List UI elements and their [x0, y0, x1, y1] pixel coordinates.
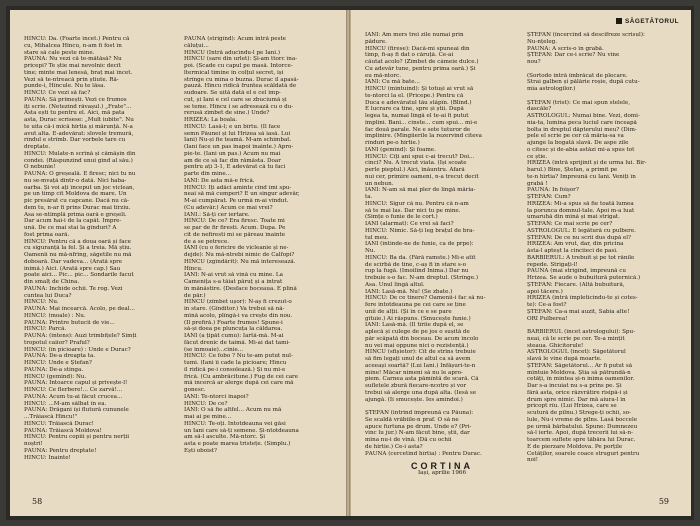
text-line: dejde): Nu mă-ntrebi nimic de Calfopi? [184, 252, 295, 258]
text-line: PĂUNA: Nu vezi că te-mătăsă? Nu [24, 56, 122, 63]
page-number-right: 59 [658, 497, 669, 506]
text-line: (Iani face un pas înapoi înainte.) Apro- [184, 144, 294, 150]
text-line: să-și doea pe pluncuța la căldarea. [184, 326, 283, 333]
text-line: am să-l asculte. Mă-ntorc. Și [184, 434, 266, 441]
text-line: o citesc și de-abia astăzi mi-a spus tot [527, 146, 635, 153]
text-line: HINCU: Da. (Foarte încet.) Pentru că [24, 36, 130, 42]
text-line: HINCU (zîmbet ușor): N-aș fi crezut-o [184, 299, 292, 306]
text-line: să fim legați unul de altul ca să avem [365, 356, 471, 362]
text-line: împlinire. (Mîngîierile la rezervînd cîteva [365, 133, 482, 140]
text-line: Asa. Unul lîngă altul. [365, 281, 425, 288]
text-line: tul meu. [365, 234, 389, 241]
text-line: HINCU (firese): Dacă-mi spuneai din [365, 45, 470, 52]
text-line: HINCU: Parcă. [24, 326, 67, 333]
text-line: pic presărat cu capcane. Dacă nu că- [24, 198, 129, 204]
text-line: dem tu, n-ar fi prins Durac mai tîrziu. [24, 204, 131, 211]
text-line: cît de nefiresti mi se păreau înainte [184, 231, 286, 238]
text-line: E lucrare ca tine, spre și știi. După [365, 106, 464, 113]
text-line: IANI: De asta mă-e frică. [184, 177, 255, 184]
text-line: HRIZEA (intră sprijinit și de urma lui. Bir- [527, 160, 647, 167]
text-line: făcut drenic de taimă. Mi-ai dat tami- [184, 339, 291, 346]
text-line: aceeași soartă? (Lui Iani.) Înfășuri-te-n [365, 362, 476, 369]
text-line: PĂUNA: De-a dreapta ta. [24, 353, 96, 360]
text-line: HINCU (zgîndărit): Nu mă interesează. [184, 258, 296, 265]
text-line: Duca e adevăratul tău stăpîn. (Blînd.) [365, 99, 472, 106]
text-line: HINCU: ...M-am sălbat în ea. [24, 400, 107, 407]
text-line: (Îl prefiră.) Foarte frumos! Spune-i [184, 319, 283, 326]
text-line: HINCU: Pentru copiii și pentru nerții [24, 434, 130, 441]
text-line: rerusă zîmbet de sine.) Unde? [184, 110, 270, 117]
text-line: mîna nu-i de vină. (Dă cu ochii [365, 437, 452, 443]
text-line: HINCU: (în picioare) : Unde e Durac? [24, 346, 131, 353]
right-col-2 [527, 32, 681, 492]
text-line: HRIZEA (intră împleticindu-te și cotes- [527, 295, 638, 302]
text-line: te-ntorci la el. (Pricepe.) Pentru că [365, 92, 464, 99]
text-line: ltermical timine în colțul secret, își [184, 69, 284, 76]
left-col-2 [184, 36, 336, 492]
text-line: te-n hîrtia? Împreună cu Iani. Veniți în [527, 173, 636, 180]
cortina-heading: CORTINA [411, 461, 473, 472]
text-line: asta, Durac scrisese: „Mult iubite". Nu [24, 117, 134, 123]
text-line: IANI (alarmat): Ce vrei să faci? [365, 221, 454, 227]
text-line: PĂUNA (cercetînd hîrtia) : Pentru Durac. [365, 450, 482, 457]
text-line: apoi tăcere.) [527, 288, 563, 295]
text-line: stare să cale peste mine. [24, 49, 95, 56]
text-line: PĂUNA (mai strigînd, împreună cu [527, 268, 627, 275]
text-line: avut alta. E-adevărat: slovele tremură, [24, 130, 134, 137]
square-bullet-icon [616, 18, 622, 24]
text-line: nu se-mvață dintr-o dată. Nici haba- [24, 177, 127, 184]
text-line: mînă acolo, plîngă-i va crește din nou. [184, 312, 293, 319]
text-line: Iani) Nu-și fie teamă. M-am schimbat. [184, 137, 292, 144]
text-line: eu mă-ntorc. [365, 72, 402, 79]
text-line: Ești oboist? [184, 447, 217, 454]
left-col-1 [24, 36, 176, 492]
right-page [350, 10, 691, 516]
text-line: HINCU: De ce? [184, 400, 228, 407]
text-line: dreptate. [24, 144, 51, 150]
text-line: noi! [527, 457, 539, 464]
text-line: HINCU: Unde e Ștefan? [24, 360, 92, 366]
text-line: ta. [365, 194, 373, 200]
text-line: grabă ! [527, 180, 548, 187]
text-line: (Cu adevăr.) Acum ce mai vrei? [184, 204, 273, 211]
right-col-1 [365, 32, 519, 492]
text-line: ASTROLOGUL: Numai bine. Vezi, domi- [527, 113, 640, 119]
text-line: HINCU: Nu. [24, 299, 59, 306]
text-line: pricopt rîu. (Lui Hrizea, care se [527, 403, 617, 410]
text-line: rînduri pe-o hîrtie.) [365, 140, 420, 146]
text-line: sudoare. Se uită dată el e cel împ- [184, 90, 281, 96]
text-line: (se înmoaie)...cînie... [184, 346, 244, 353]
text-line: asta e poate marea tristețe. (Simplu.) [184, 441, 291, 447]
text-line: ajunge la bogată slavă. De aspe zile [527, 140, 629, 146]
text-line: PĂUNA: Pentru dreptate! [24, 447, 97, 454]
text-line: ȘTEFAN (trist): Ce mai spun stelele, [527, 99, 631, 106]
page-number-left: 58 [32, 497, 43, 506]
text-line: îl ridică pe-i consolează.) Și nu mi-e [184, 366, 286, 373]
text-line: ORI Pulberea! [527, 315, 568, 322]
text-line: slavă le vine după moarte. [527, 356, 602, 362]
text-line: cetăți, în mintea și-n inima oamenilor. [527, 376, 635, 383]
text-line: HINCU: Pentru că a doua oară și face [24, 238, 131, 245]
text-line: Camenița s-a tăiat păruț și a intrat [184, 279, 283, 285]
text-line: pricepi? Te știe mai nevolnic decît [24, 63, 121, 69]
text-line: dascăle? [527, 106, 552, 113]
text-line: cut, și Iani e cel care se zbuciumă și [184, 96, 287, 103]
text-line: Dar s-a încuiat nu s-a prins pe. Și [527, 383, 622, 389]
text-line: IANI (întinde-ne de funie, ca de prpe): [365, 241, 474, 248]
text-line: ȘTEFAN (încercînd să descifreze scrisul): [527, 32, 645, 38]
text-line: de scîrbă de tine, c-aș fi în stare s-o [365, 261, 467, 268]
text-line: pele el scrie pe cer că măria-sa va [527, 133, 624, 140]
place-date-signature: Iași, aprilie 1966 [417, 470, 467, 476]
text-line: te uita că-i mică hîrtia și mărunță. N-a [24, 123, 133, 130]
text-line: IANI (a țipăt cumu): Iartă-mă. M-ai [184, 333, 284, 339]
text-line: HINCU: De ce tinere? Oamenii-i fac să nu- [365, 295, 486, 302]
text-line: HINCU: Ce flerbere!... Ce zarvă!... [24, 387, 123, 393]
text-line: apuce furtuna pe drum. Unde e? (Pri- [365, 423, 472, 430]
text-line: ȘTEFAN: Cum? [527, 194, 571, 200]
text-line: Se scaldă vrăbiile-n praf. O să ne [365, 416, 459, 423]
text-line: rîndul e strîmb. Dar vorbele tare cu [24, 137, 126, 144]
text-line: PĂUNA: Închide ochii. Te rog. Vezi [24, 285, 123, 292]
text-line: HRIZEA: Mi-a spus să fie toată lumea [527, 200, 634, 207]
text-line: frică. (Cu ambrăcitune.) Fug de cei care [184, 373, 299, 380]
text-line: PĂUNA: Drăgani își flutură cununele [24, 407, 129, 414]
text-line: mîntuie Moldova. Știa să pătrundă-n [527, 369, 631, 376]
text-line: din smalț de China. [24, 279, 80, 285]
text-line: IANI (cu o fericire de vicleanie și ne- [184, 245, 289, 252]
text-line: de hîrtie.) Ce-i asta? [365, 443, 423, 450]
text-line: la porunca domnul-tale. Apoi m-a luat [527, 207, 635, 214]
text-line: trebuie s-o fac. N-am dreptul. (Strînge.) [365, 275, 479, 281]
text-line: ȘTEFAN: Fiecare. (Altă bubuitură, [527, 281, 625, 288]
text-line: O nebunie! [24, 164, 56, 171]
text-line: ȘTEFAN: Ca-a mai auzit, Sabia alte! [527, 308, 630, 315]
text-line: repede. Strigați-l! [527, 261, 578, 268]
text-line: HINCU: Cîți ani spui c-ai trecut? Doi... [365, 153, 475, 160]
right-page-columns [365, 32, 681, 492]
text-line: HINCU: Mulate-n scrînă și cămășin din [24, 150, 136, 157]
text-line: HINCU: Nimic. Să-ți leg brațul de bra- [365, 227, 475, 234]
text-line: se par de fir firesti. Acum. Dupa. Pe [184, 225, 286, 231]
text-line: ȘTEFAN (intrînd împreună cu Păuna): [365, 410, 474, 416]
text-line: gîtuie.) Ai răspuns. (Smucește funie.) [365, 315, 471, 322]
text-line: ăsta-l apteșt la cinciieci de pasi. [527, 248, 618, 254]
text-line: pentru ați 3-1, E adevărat că tu faci [184, 164, 286, 171]
text-line: ...Trăiască Hîncu!" [24, 414, 78, 420]
text-line: pauză. Hîncu ridică fruntea scăldată de [184, 83, 297, 90]
text-line: mine! Măcar nimeni să nu le apro- [365, 369, 463, 376]
text-line: ȘTEFAN: De ce nu scrii dus după el? [527, 234, 632, 241]
text-line: neai, că le scrie pe cer. Te-a mințit [527, 335, 625, 342]
text-line: punde-i, Hîncule. Nu te lăsa. [24, 83, 106, 90]
text-line: IANI: O să fie altfel... Acum nu mă [184, 407, 282, 414]
text-line: PĂUNA: Mai încearcă. Acolo, pe deal... [24, 306, 135, 312]
text-line: Oamenii nu mă-nfrîng, săgetile nu mă [24, 252, 132, 258]
text-line: IANI: Am mers trei zile numai prin [365, 32, 464, 38]
text-line: parte din mine... [184, 171, 232, 177]
text-line: cu, Mihalcea Hîncu, n-am fi fost în [24, 42, 122, 49]
text-line: nou? [527, 59, 541, 65]
text-line: unii de alții. (Și în ce e se pare [365, 308, 452, 315]
text-line: toarcem suflete spre tăbăra lui Durac. [527, 437, 636, 443]
text-line: aplecă și culege de pe jos o sușită de [365, 329, 470, 335]
text-line: un nebun. [365, 180, 394, 187]
text-line: Strai galben și pălărie roșie, după cutu- [527, 79, 640, 86]
left-page [10, 10, 347, 516]
text-line: ună. De ce mai stai la gînduri? A [24, 225, 117, 231]
text-line: să te mai las. Dar nici tu pe mine. [365, 207, 461, 214]
text-line: HINCU: Trăiască Durac! [24, 420, 94, 427]
text-line: HINCU: (moale) : Nu. [24, 312, 86, 319]
text-line: căutat acolo? (Zîmbet de câmeie dulce.) [365, 59, 479, 65]
text-line: un Iani care să-ți semene. Și-ntotdeauna [184, 427, 299, 434]
text-line: HINCU: Ce fobo ? Nu te-am putut nul- [184, 353, 293, 360]
text-line: HINCU (Intră aducîndu-l pe Iani.) [184, 49, 281, 56]
text-line: să-l ierte. Apoi, după trecerii lui să-n- [527, 430, 634, 437]
text-line: ajungă. (Îi smucește. Ies amîndoi.) [365, 396, 463, 403]
text-line: ȘTEFAN: Dar ce-i scrie? Nu vine [527, 52, 620, 59]
text-line: HINCU (mîntuind): Și totuși ai vrut să [365, 86, 474, 92]
text-line: PĂUNA: Printre butucii de vie... [24, 319, 115, 326]
text-line: am de ce să fac din rămăsta. Doar [184, 157, 281, 164]
text-line: IANI: N-am să mai pler de lîngă măria- [365, 187, 476, 194]
text-line: ASTROLOGUL (încet): Săgetătorul [527, 349, 626, 356]
text-line: PĂUNA: De-a stînga. [24, 366, 84, 373]
text-line: păr scăpată din boceau. De acum încolo [365, 335, 479, 342]
text-line: în mănăstire. (Desface boceaua. E plină [184, 285, 297, 292]
text-line: Asta ești tu pentru el. Aici, mă pata [24, 110, 125, 117]
text-line: HINCU (gemînd): Nu. [24, 373, 87, 380]
text-line: steaua. Ghicitorule! [527, 342, 584, 349]
text-line: pădure. [365, 38, 387, 45]
text-line: rup la fugă. (Imoilînd Inima.) Dar nu [365, 268, 469, 275]
text-line: HRIZEA: Am vrut, dar, din pricina [527, 241, 624, 248]
running-head [616, 18, 679, 25]
text-line: PĂUNA: Acum tu-ai făcut crucea... [24, 393, 123, 400]
text-line: mă încercă ar alerge după cei care mă [184, 380, 294, 387]
text-line: HINCU (sfișietor): Cît de strîns trebuie [365, 349, 476, 356]
text-line [527, 93, 681, 100]
text-line: PĂUNA: Trăiască Moldova! [24, 427, 102, 434]
text-line: (Sortodo intră îmbrăcat de plecare. [527, 72, 628, 79]
text-line: fără asta, orice răzvrătire risipă-i și [527, 389, 628, 396]
text-line: gonesc. [184, 387, 206, 393]
text-line: inimă.) Aici. (Arată spre cap.) Sau [24, 265, 121, 272]
text-line: Nu. [365, 248, 376, 254]
text-line: IANI: Lasă-mă. (Îl tîrîie după el, se [365, 322, 464, 329]
text-line: HINCU: Lasă-l; e un bîrtu. (Îl face [184, 123, 281, 130]
text-line: fac două parale. Ne e sete tuturor de [365, 126, 471, 133]
text-line [527, 322, 681, 329]
text-line: perle pieptul.) Aici, înăuntru. Afară [365, 167, 465, 173]
text-line: IANI (gemînd): Și foame. [365, 146, 436, 153]
text-line: Nu-nțeleg. [527, 38, 558, 45]
text-line: mai ai pe mine... [184, 414, 232, 420]
text-line: barul.) Bine, Ștefan, a primit pe [527, 167, 618, 173]
text-line: fost prima oară. [24, 231, 70, 238]
text-line: BĂRBIERUL (încet astrologului): Spu- [527, 329, 635, 335]
text-line: PĂUNA: A scris-o în grabă. [527, 45, 604, 52]
text-line: drum spre nimic. Dar mă aiura-l în [527, 396, 626, 403]
text-line: ȘTEFAN: Săgetătorul... Ar fi putut să [527, 362, 633, 369]
text-line: PĂUNA: În foișor? [527, 187, 579, 194]
text-line: semn Păunei și lui Hrizea să iasă. Lui [184, 130, 291, 137]
text-line: împlini. Bani... cinste... cum spui... mi-e [365, 119, 478, 126]
text-line: neai să mă cumperi? E un singur adevăr, [184, 191, 300, 198]
text-line: tine; minte mai lenesă, braț mai încet. [24, 69, 133, 76]
text-line: tumi. (Iani îi cade la picioare; Hîncu [184, 360, 287, 366]
text-line: pie-te. (Iani un pas.) Acum nu mai [184, 150, 281, 157]
text-line: piem. Carnea asta pămîntă de scară. Că [365, 376, 479, 383]
text-line: poate aici... Pic... pic... Sondarile facut [24, 272, 134, 279]
text-line: legea ta, numai lîngă el te-ai fi putut [365, 113, 469, 119]
text-line: fere întotdeauna pe cei care se ține [365, 302, 466, 308]
text-line: te): Ce-a fost? [527, 302, 567, 308]
text-line: BĂRBIERUL: A trebuit și pe tot rănile [527, 254, 635, 261]
text-line [365, 403, 519, 410]
text-line: M-ai cumpărat. Pe urmă m-ai vîndut. [184, 198, 289, 204]
text-line: doboară. Dar vadeva... (Arată spre [24, 258, 123, 265]
text-line: HRIZEA: La boala. [184, 117, 237, 123]
text-line: IANI: Cu mă bate... [365, 79, 420, 86]
text-line: cuntea lui Duca? [24, 292, 72, 299]
text-line: IANI: N-ai vrut să vină cu mine. La [184, 272, 283, 279]
text-line: în stare. (Gînditor.) Va trebui să nă- [184, 306, 285, 312]
text-line: pe urmă bărbatului. Spune: Dumnezeu [527, 423, 638, 430]
text-line [527, 66, 681, 73]
text-line: HINCU: Te-oți. Întotdeauna vei găsi [184, 420, 286, 427]
book-spread [6, 6, 694, 520]
text-line: nu vei mai oppune nici o rezistență.) [365, 342, 469, 349]
text-line: poi. (Scade cu capul pe masă. Întorce- [184, 63, 293, 69]
text-line: HINCU: Înainte! [24, 454, 71, 461]
text-line: nia-ta, lumina peca luciul care înceapă [527, 119, 637, 126]
text-line: de a se petrece. [184, 238, 230, 245]
text-line: HINCU: Îți adăci aminte cînd îmi spu- [184, 184, 292, 191]
text-line: PĂUNA: Să primești. Vezi ce frumos [24, 96, 127, 103]
text-line: cu siguranță la fel. Și a treia. Mă știu. [24, 245, 132, 252]
text-line: sufletele zbură fiecare-ncotro și vor [365, 383, 467, 389]
text-line: PĂUNA (strigînd): Acum intră peste [184, 36, 286, 42]
text-line: trebui să alerge una după alta. (Iesă se [365, 389, 477, 396]
text-line: PĂUNA: (intens): Auzi trîmbițele? Simți [24, 333, 137, 339]
text-line: timp, fi-aș fi dat o căruță. Ce-ai [365, 52, 454, 59]
text-line: Hîncu. [184, 265, 203, 272]
running-head-title: SĂGETĂTORUL [624, 18, 679, 25]
text-line: HINCU: De ce? Era firesc. Toate mi [184, 218, 285, 225]
text-line: strînge cu mîna o buzna. Durac îl apasă- [184, 76, 299, 83]
text-line: Asa se-ntîmplă prima oară e greșeli. [24, 211, 127, 218]
text-line: îți scrie. (Netezind răvașul.) „Frate"... [24, 103, 132, 110]
text-line: lule, Nu-i vreme de pîlns. Lasă boccele [527, 416, 638, 423]
text-line: Cu adevăr tune, pentru prima oară.) Și [365, 65, 476, 72]
text-line: HINCU: Ce vezi să fac? [24, 90, 91, 96]
text-line: bolta în dreptul dăpterului meu? (Dim- [527, 126, 637, 133]
text-line: umaruhă din mînă și mai strigat. [527, 214, 620, 221]
text-line: Hrizea. Se aude o bubuitură puternică.) [527, 275, 641, 281]
text-line: Cetăților, soarele coace struguri pentru [527, 450, 640, 457]
text-line: PĂUNA: Întoarce capul și privește-l! [24, 380, 128, 387]
text-line: ȘTEFAN: Ce mai scrie pe cer? [527, 221, 613, 227]
text-line: condei. (Răspunzînd unui gînd al său.) [24, 157, 133, 164]
left-page-columns [24, 36, 336, 492]
text-line: noștri! [24, 441, 43, 447]
text-line: IANI.: Să-ți cer iertare. [184, 211, 250, 218]
text-line: Dar acum hai-i de la capăt. Împre- [24, 218, 122, 225]
text-line: mîa astrologilor.) [527, 86, 576, 92]
text-line: E de pierzare Moldova. Pe porțile [527, 443, 623, 450]
text-line: IANI: Lasă-mă. Nu! (Se zbate.) [365, 288, 453, 295]
text-line: nui cer, primire oameni, n-a trecut decît [365, 173, 479, 180]
text-line: oarba. Și voi ați început un joc viclean, [24, 184, 135, 191]
text-line: (Simțe o funie de le cort.) [365, 214, 438, 221]
text-line: căluțui... [184, 42, 209, 49]
text-line: de păr.) [184, 292, 206, 299]
text-line: ce știe. [527, 153, 548, 160]
text-line: PĂUNA: O greșeală. E firesc; nici tu nu [24, 171, 136, 177]
text-line: pe un timp cît Moldova de mare. Un [24, 191, 127, 198]
text-line: IANI: Te-ntorci înapoi? [184, 393, 249, 400]
right-col-1-lines [365, 32, 519, 457]
text-line: ASTROLOGUL: E legătură cu pulbere. [527, 227, 636, 234]
text-line: tropotul caiior? Praful? [24, 339, 90, 346]
text-line: se teme. Hîncu i se adresează cu o du- [184, 103, 294, 110]
text-line: HINCU: Ba da. (Fără ramste.) Mi-e atît [365, 254, 476, 261]
text-line: scutură de pîlnu.) Strege-ți ochii, so- [527, 410, 632, 416]
text-line: vinc lu jur.) N-am făcut bine, știi, dar [365, 430, 470, 437]
text-line: HINCU: Sigur că nu. Pentru că n-am [365, 200, 469, 207]
text-line: cinci? Nu. A trecut viata. (Își scoate [365, 160, 467, 167]
text-line: HINCU (sare din urlet): Și-am ttorc îna- [184, 56, 298, 63]
text-line: Vezi să te-ntreacă prin știute. Ră- [24, 76, 119, 83]
